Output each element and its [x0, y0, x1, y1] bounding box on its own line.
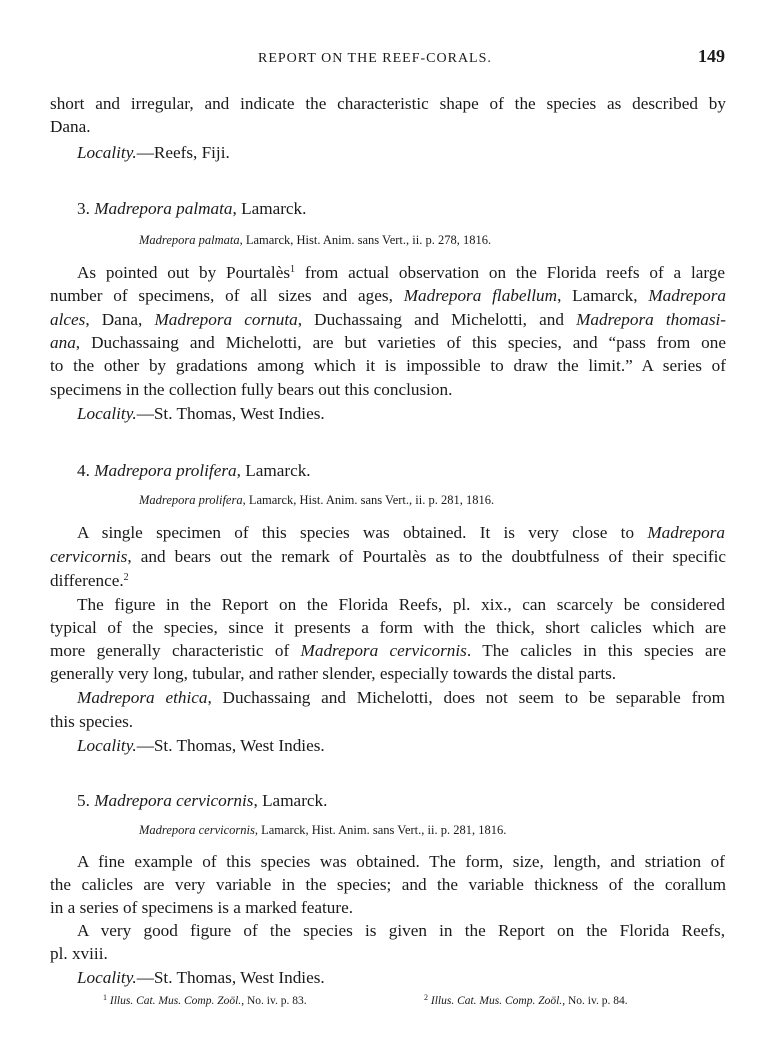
- intro-line-1: short and irregular, and indicate the characteristic shape of the species as described by: [50, 94, 726, 113]
- prolifera-para2-line-4: generally very long, tubular, and rather slender, especially towards the distal parts.: [50, 664, 617, 683]
- prolifera-para2-line-3: more generally characteristic of Madrepora cervicornis. The calicles in this species are: [50, 641, 726, 660]
- prolifera-para3-line-1: Madrepora ethica, Duchassaing and Michelotti, does not seem to be separable from: [77, 688, 725, 707]
- prolifera-para3-line-2: this species.: [50, 712, 134, 731]
- cervicornis-para-line-1: A fine example of this species was obtained. The form, size, length, and striation of: [77, 852, 725, 871]
- locality-fiji: Locality.—Reefs, Fiji.: [77, 143, 230, 162]
- palmata-para-line-1: As pointed out by Pourtalès$^1$ from actual observation on the Florida reefs of a large: [77, 263, 725, 282]
- page-number: 149: [698, 46, 725, 66]
- palmata-para-line-6: specimens in the collection fully bears out this conclusion.: [50, 380, 453, 399]
- prolifera-para2-line-2: typical of the species, since it presents a form with the thick, short calicles which are: [50, 618, 726, 637]
- locality-prolifera: Locality.—St. Thomas, West Indies.: [77, 736, 325, 755]
- running-header: REPORT ON THE REEF-CORALS.: [258, 51, 492, 66]
- footnote-1: $^1$ Illus. Cat. Mus. Comp. Zoöl., No. iv. p. 83.: [103, 993, 307, 1007]
- citation-cervicornis: Madrepora cervicornis, Lamarck, Hist. Anim. sans Vert., ii. p. 281, 1816.: [139, 823, 507, 837]
- species-heading-palmata: 3. Madrepora palmata, Lamarck.: [77, 199, 307, 218]
- intro-line-2: Dana.: [50, 117, 91, 136]
- prolifera-para2-line-1: The figure in the Report on the Florida Reefs, pl. xix., can scarcely be considered: [77, 595, 725, 614]
- palmata-para-line-4: ana, Duchassaing and Michelotti, are but varieties of this species, and “pass from one: [50, 333, 726, 352]
- citation-palmata: Madrepora palmata, Lamarck, Hist. Anim. sans Vert., ii. p. 278, 1816.: [139, 233, 492, 247]
- cervicornis-para-line-3: in a series of specimens is a marked feature.: [50, 898, 354, 917]
- palmata-para-line-5: to the other by gradations among which it is impossible to draw the limit.” A series of: [50, 356, 726, 375]
- cervicornis-para2-line-2: pl. xviii.: [50, 944, 108, 963]
- prolifera-para-line-3: difference.$^2$: [50, 571, 129, 590]
- cervicornis-para2-line-1: A very good figure of the species is given in the Report on the Florida Reefs,: [77, 921, 725, 940]
- locality-cervicornis: Locality.—St. Thomas, West Indies.: [77, 968, 325, 987]
- species-heading-cervicornis: 5. Madrepora cervicornis, Lamarck.: [77, 791, 328, 810]
- species-heading-prolifera: 4. Madrepora prolifera, Lamarck.: [77, 461, 311, 480]
- locality-palmata: Locality.—St. Thomas, West Indies.: [77, 404, 325, 423]
- footnote-2: $^2$ Illus. Cat. Mus. Comp. Zoöl., No. iv. p. 84.: [424, 993, 628, 1007]
- cervicornis-para-line-2: the calicles are very variable in the species; and the variable thickness of the corallum: [50, 875, 726, 894]
- prolifera-para-line-2: cervicornis, and bears out the remark of Pourtalès as to the doubtfulness of their specific: [50, 547, 726, 566]
- citation-prolifera: Madrepora prolifera, Lamarck, Hist. Anim. sans Vert., ii. p. 281, 1816.: [139, 493, 495, 507]
- prolifera-para-line-1: A single specimen of this species was obtained. It is very close to Madrepora: [77, 523, 725, 542]
- palmata-para-line-3: alces, Dana, Madrepora cornuta, Duchassaing and Michelotti, and Madrepora thomasi-: [50, 310, 727, 329]
- palmata-para-line-2: number of specimens, of all sizes and ages, Madrepora flabellum, Lamarck, Madrepora: [50, 286, 727, 305]
